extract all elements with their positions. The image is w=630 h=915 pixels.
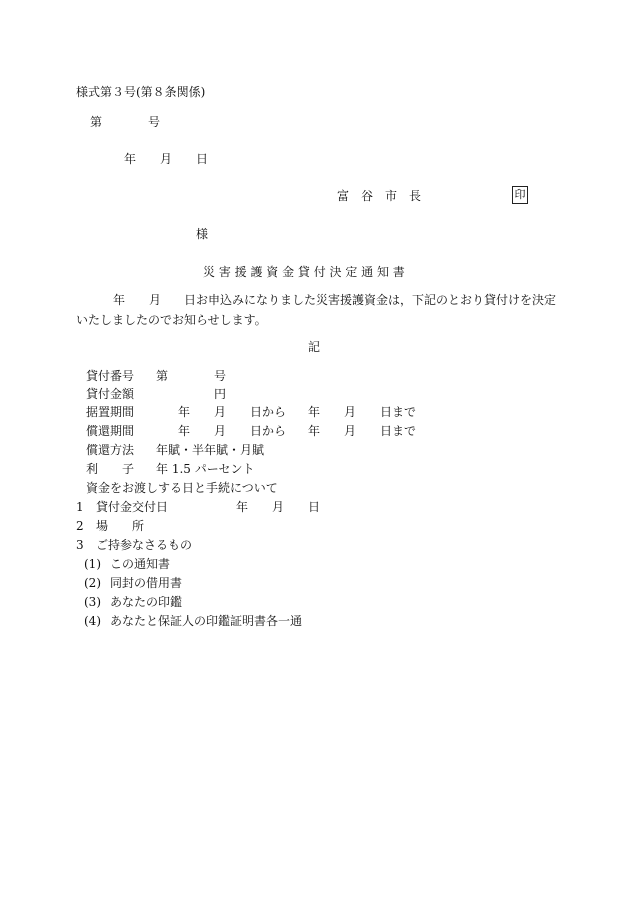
deferment-from: 日から [250, 405, 287, 419]
item-3-label: ご持参なさるもの [96, 538, 193, 552]
date-day: 日 [196, 152, 209, 166]
form-label: 様式第３号(第８条関係) [76, 85, 206, 99]
number-prefix: 第 [90, 115, 103, 129]
addressee-suffix: 様 [196, 227, 209, 241]
issuer-name: 富 谷 市 長 [337, 189, 422, 203]
bring-item-3-text: あなたの印鑑 [110, 595, 183, 609]
bring-item-1-number: (1) [84, 557, 101, 571]
item-1-number: 1 [76, 500, 84, 514]
item-2-number: 2 [76, 519, 84, 533]
bring-item-4-text: あなたと保証人の印鑑証明書各一通 [110, 614, 303, 628]
repayment-year2: 年 [308, 424, 321, 438]
deferment-to: 日まで [380, 405, 417, 419]
loan-amount-label: 貸付金額 [86, 387, 135, 401]
item-1-month: 月 [272, 500, 285, 514]
deferment-month2: 月 [344, 405, 357, 419]
repayment-month2: 月 [344, 424, 357, 438]
item-1-label: 貸付金交付日 [96, 500, 169, 514]
loan-amount-yen: 円 [214, 387, 227, 401]
deferment-year2: 年 [308, 405, 321, 419]
bring-item-1-text: この通知書 [110, 557, 171, 571]
deferment-month1: 月 [214, 405, 227, 419]
loan-number-label: 貸付番号 [86, 369, 135, 383]
item-3-number: 3 [76, 538, 84, 552]
document-title: 災 害 援 護 資 金 貸 付 決 定 通 知 書 [203, 265, 405, 279]
item-2-label: 場 所 [96, 519, 145, 533]
procedure-heading: 資金をお渡しする日と手続について [86, 481, 278, 495]
repayment-period-label: 償還期間 [86, 424, 135, 438]
repayment-to: 日まで [380, 424, 417, 438]
date-month: 月 [160, 152, 173, 166]
seal-stamp: 印 [512, 186, 528, 204]
number-suffix: 号 [148, 115, 161, 129]
body-month: 月 [149, 293, 162, 307]
bring-item-4-number: (4) [84, 614, 101, 628]
repayment-method-label: 償還方法 [86, 443, 135, 457]
bring-item-2-number: (2) [84, 576, 101, 590]
repayment-from: 日から [250, 424, 287, 438]
loan-number-go: 号 [214, 369, 227, 383]
body-line1: 日お申込みになりました災害援護資金は，下記のとおり貸付けを決定 [184, 293, 557, 307]
body-line2: いたしましたのでお知らせします。 [76, 313, 267, 327]
ki-heading: 記 [308, 340, 321, 354]
repayment-month1: 月 [214, 424, 227, 438]
repayment-year1: 年 [178, 424, 191, 438]
date-year: 年 [124, 152, 137, 166]
item-1-year: 年 [236, 500, 249, 514]
repayment-method-value: 年賦・半年賦・月賦 [156, 443, 265, 457]
bring-item-2-text: 同封の借用書 [110, 576, 183, 590]
deferment-year1: 年 [178, 405, 191, 419]
interest-label: 利 子 [86, 462, 135, 476]
interest-value: 年 1.5 パーセント [156, 462, 255, 476]
deferment-label: 据置期間 [86, 405, 135, 419]
bring-item-3-number: (3) [84, 595, 101, 609]
body-year: 年 [113, 293, 126, 307]
loan-number-dai: 第 [156, 369, 169, 383]
item-1-day: 日 [308, 500, 321, 514]
